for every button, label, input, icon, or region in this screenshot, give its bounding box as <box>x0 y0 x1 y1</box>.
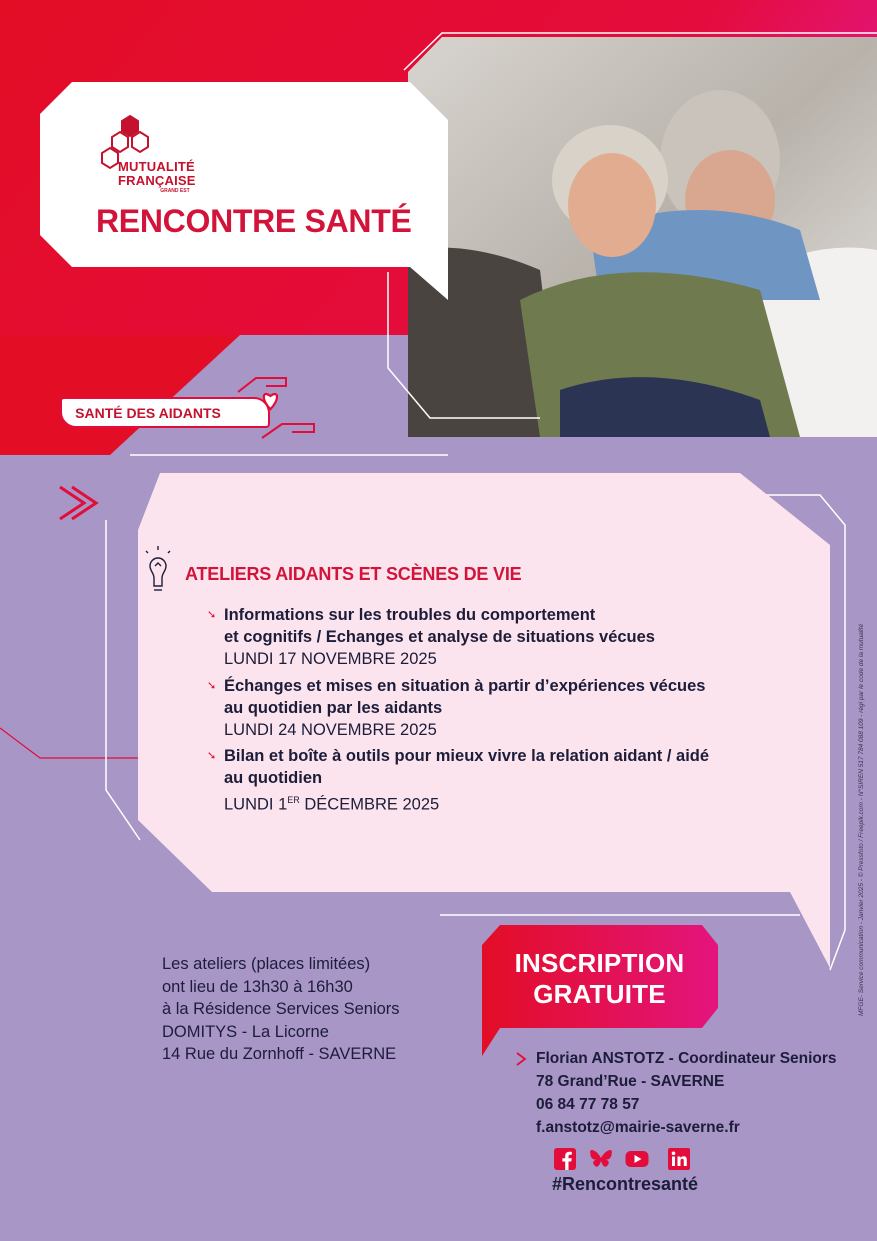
workshop-title-line2: et cognitifs / Echanges et analyse de situations vécues <box>224 628 655 646</box>
audience-badge <box>60 397 270 428</box>
venue-line: ont lieu de 13h30 à 16h30 <box>162 977 353 996</box>
workshop-item-1 <box>207 604 807 670</box>
venue-line: 14 Rue du Zornhoff - SAVERNE <box>162 1045 397 1063</box>
legal-credit: MFGE- Service communication - Janvier 2025 - © Pressfoto / Freepik.com - N°SIREN 517 784 088 109 - régi par le code de la mutualité <box>858 623 865 1016</box>
logo-region: GRAND EST <box>160 188 190 194</box>
logo-line2: FRANÇAISE <box>118 173 196 188</box>
workshop-title-line2: au quotidien <box>224 769 323 787</box>
facebook-icon[interactable] <box>553 1147 577 1171</box>
contact-chevron-icon <box>517 1053 525 1065</box>
inscription-label <box>482 948 717 1010</box>
workshop-title-line1: Échanges et mises en situation à partir d’expériences vécues <box>224 677 706 695</box>
decor-red-line <box>0 728 140 758</box>
workshop-item-2 <box>207 675 807 741</box>
contact-email[interactable]: f.anstotz@mairie-saverne.fr <box>536 1119 740 1136</box>
date-prefix: LUNDI 1 <box>224 795 288 814</box>
bluesky-icon[interactable] <box>589 1147 613 1171</box>
workshop-date <box>224 789 807 816</box>
youtube-icon[interactable] <box>625 1147 649 1171</box>
workshop-date: LUNDI 24 NOVEMBRE 2025 <box>224 721 437 739</box>
venue-info <box>162 953 400 1066</box>
page-title: RENCONTRE SANTÉ <box>96 203 412 239</box>
venue-line: DOMITYS - La Licorne <box>162 1022 329 1041</box>
badge-label: SANTÉ DES AIDANTS <box>75 405 221 421</box>
workshop-item-3 <box>207 745 807 816</box>
workshop-title-line1: Informations sur les troubles du comportement <box>224 606 596 624</box>
workshop-title-line2: au quotidien par les aidants <box>224 699 443 717</box>
venue-line: Les ateliers (places limitées) <box>162 955 371 973</box>
red-side-wedge <box>0 335 240 455</box>
section-title: ATELIERS AIDANTS ET SCÈNES DE VIE <box>185 564 522 584</box>
logo-wordmark <box>118 160 196 194</box>
date-suffix: DÉCEMBRE 2025 <box>299 795 440 814</box>
inscription-line1: INSCRIPTION <box>514 948 685 978</box>
workshop-date: LUNDI 17 NOVEMBRE 2025 <box>224 650 437 668</box>
contact-address: 78 Grand’Rue - SAVERNE <box>536 1073 725 1090</box>
contact-block <box>536 1047 837 1139</box>
hashtag: #Rencontresanté <box>552 1174 699 1194</box>
date-ordinal: ER <box>287 795 300 805</box>
workshop-title-line1: Bilan et boîte à outils pour mieux vivre la relation aidant / aidé <box>224 747 710 765</box>
arrow-icon: ➘ <box>207 750 217 762</box>
arrow-icon: ➘ <box>207 609 217 621</box>
contact-phone[interactable]: 06 84 77 78 57 <box>536 1096 640 1113</box>
contact-name: Florian ANSTOTZ - Coordinateur Seniors <box>536 1050 837 1067</box>
photo-caregivers <box>408 37 877 437</box>
arrow-icon: ➘ <box>207 680 217 692</box>
linkedin-icon[interactable] <box>667 1147 691 1171</box>
venue-line: à la Résidence Services Seniors <box>162 1000 400 1018</box>
logo-line1: MUTUALITÉ <box>118 159 195 174</box>
decor-white-line-left <box>106 520 140 840</box>
inscription-line2: GRATUITE <box>533 979 666 1009</box>
